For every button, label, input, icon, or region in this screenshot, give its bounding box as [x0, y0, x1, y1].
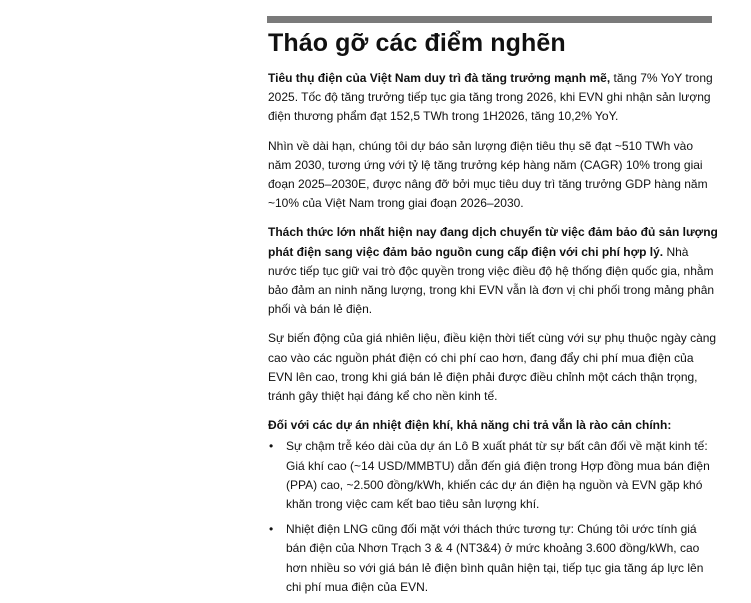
paragraph-body: Nhà nước tiếp tục giữ vai trò độc quyền trong việc điều độ hệ thống điện quốc gia, nhằm bảo đảm an ninh năng lượng, trong khi EVN vẫn là đơn vị chi phối trong mảng phân phối và bán lẻ điện. [268, 244, 715, 317]
bullet-icon: • [269, 439, 274, 454]
paragraph-lead-bold: Thách thức lớn nhất hiện nay đang dịch chuyển từ việc đảm bảo đủ sản lượng phát điện sang việc đảm bảo nguồn cung cấp điện với chi phí hợp lý. [268, 225, 718, 259]
list-item-text: Nhiệt điện LNG cũng đối mặt với thách thức tương tự: Chúng tôi ước tính giá bán điện của Nhơn Trạch 3 & 4 (NT3&4) ở mức khoảng 3.600 đồng/kWh, cao hơn nhiều so với giá bán lẻ điện bình quân hiện tại, tiếp tục gia tăng áp lực lên chi phí mua điện của EVN. [286, 522, 704, 594]
paragraph-long-term-forecast: Nhìn về dài hạn, chúng tôi dự báo sản lượng điện tiêu thụ sẽ đạt ~510 TWh vào năm 2030, tương ứng với tỷ lệ tăng trưởng kép hàng năm (CAGR) 10% trong giai đoạn 2025–2030E, được nâng đỡ bởi mục tiêu duy trì tăng trưởng GDP hàng năm ~10% của Việt Nam trong giai đoạn 2026–2030. [268, 138, 708, 211]
list-item [268, 437, 718, 514]
paragraph-consumption-growth [268, 69, 718, 127]
section-title: Tháo gỡ các điểm nghẽn [268, 29, 566, 57]
paragraph-fuel-price-volatility: Sự biến động của giá nhiên liệu, điều kiện thời tiết cùng với sự phụ thuộc ngày càng cao vào các nguồn phát điện có chi phí cao hơn, đang đẩy chi phí mua điện của EVN lên cao, trong khi giá bán lẻ điện phải được điều chỉnh một cách thận trọng, tránh gây thiệt hại đáng kể cho nền kinh tế. [268, 331, 717, 404]
bullet-list [268, 437, 718, 597]
paragraph-body: tăng 7% YoY trong 2025. Tốc độ tăng trưởng tiếp tục gia tăng trong 2026, khi EVN ghi nhận sản lượng điện thương phẩm đạt 152,5 TWh trong 1H2026, tăng 10,2% YoY. [268, 71, 713, 124]
paragraph-main-challenge [268, 223, 718, 319]
document-section [268, 26, 718, 603]
list-item-text: Sự chậm trễ kéo dài của dự án Lô B xuất phát từ sự bất cân đối về mặt kinh tế: Giá khí cao (~14 USD/MMBTU) dẫn đến giá điện trong Hợp đồng mua bán điện (PPA) cao, ~2.500 đồng/kWh, khiến các dự án điện hạ nguồn và EVN gặp khó khăn trong việc cam kết bao tiêu sản lượng khí. [286, 439, 710, 512]
list-item [268, 520, 718, 597]
paragraph-lead-bold: Tiêu thụ điện của Việt Nam duy trì đà tăng trưởng mạnh mẽ, [268, 71, 611, 85]
bullet-icon: • [269, 522, 274, 537]
paragraph-gas-power-heading [268, 416, 718, 435]
paragraph-lead-bold: Đối với các dự án nhiệt điện khí, khả năng chi trả vẫn là rào cản chính: [268, 418, 672, 433]
section-header-bar [267, 16, 712, 23]
